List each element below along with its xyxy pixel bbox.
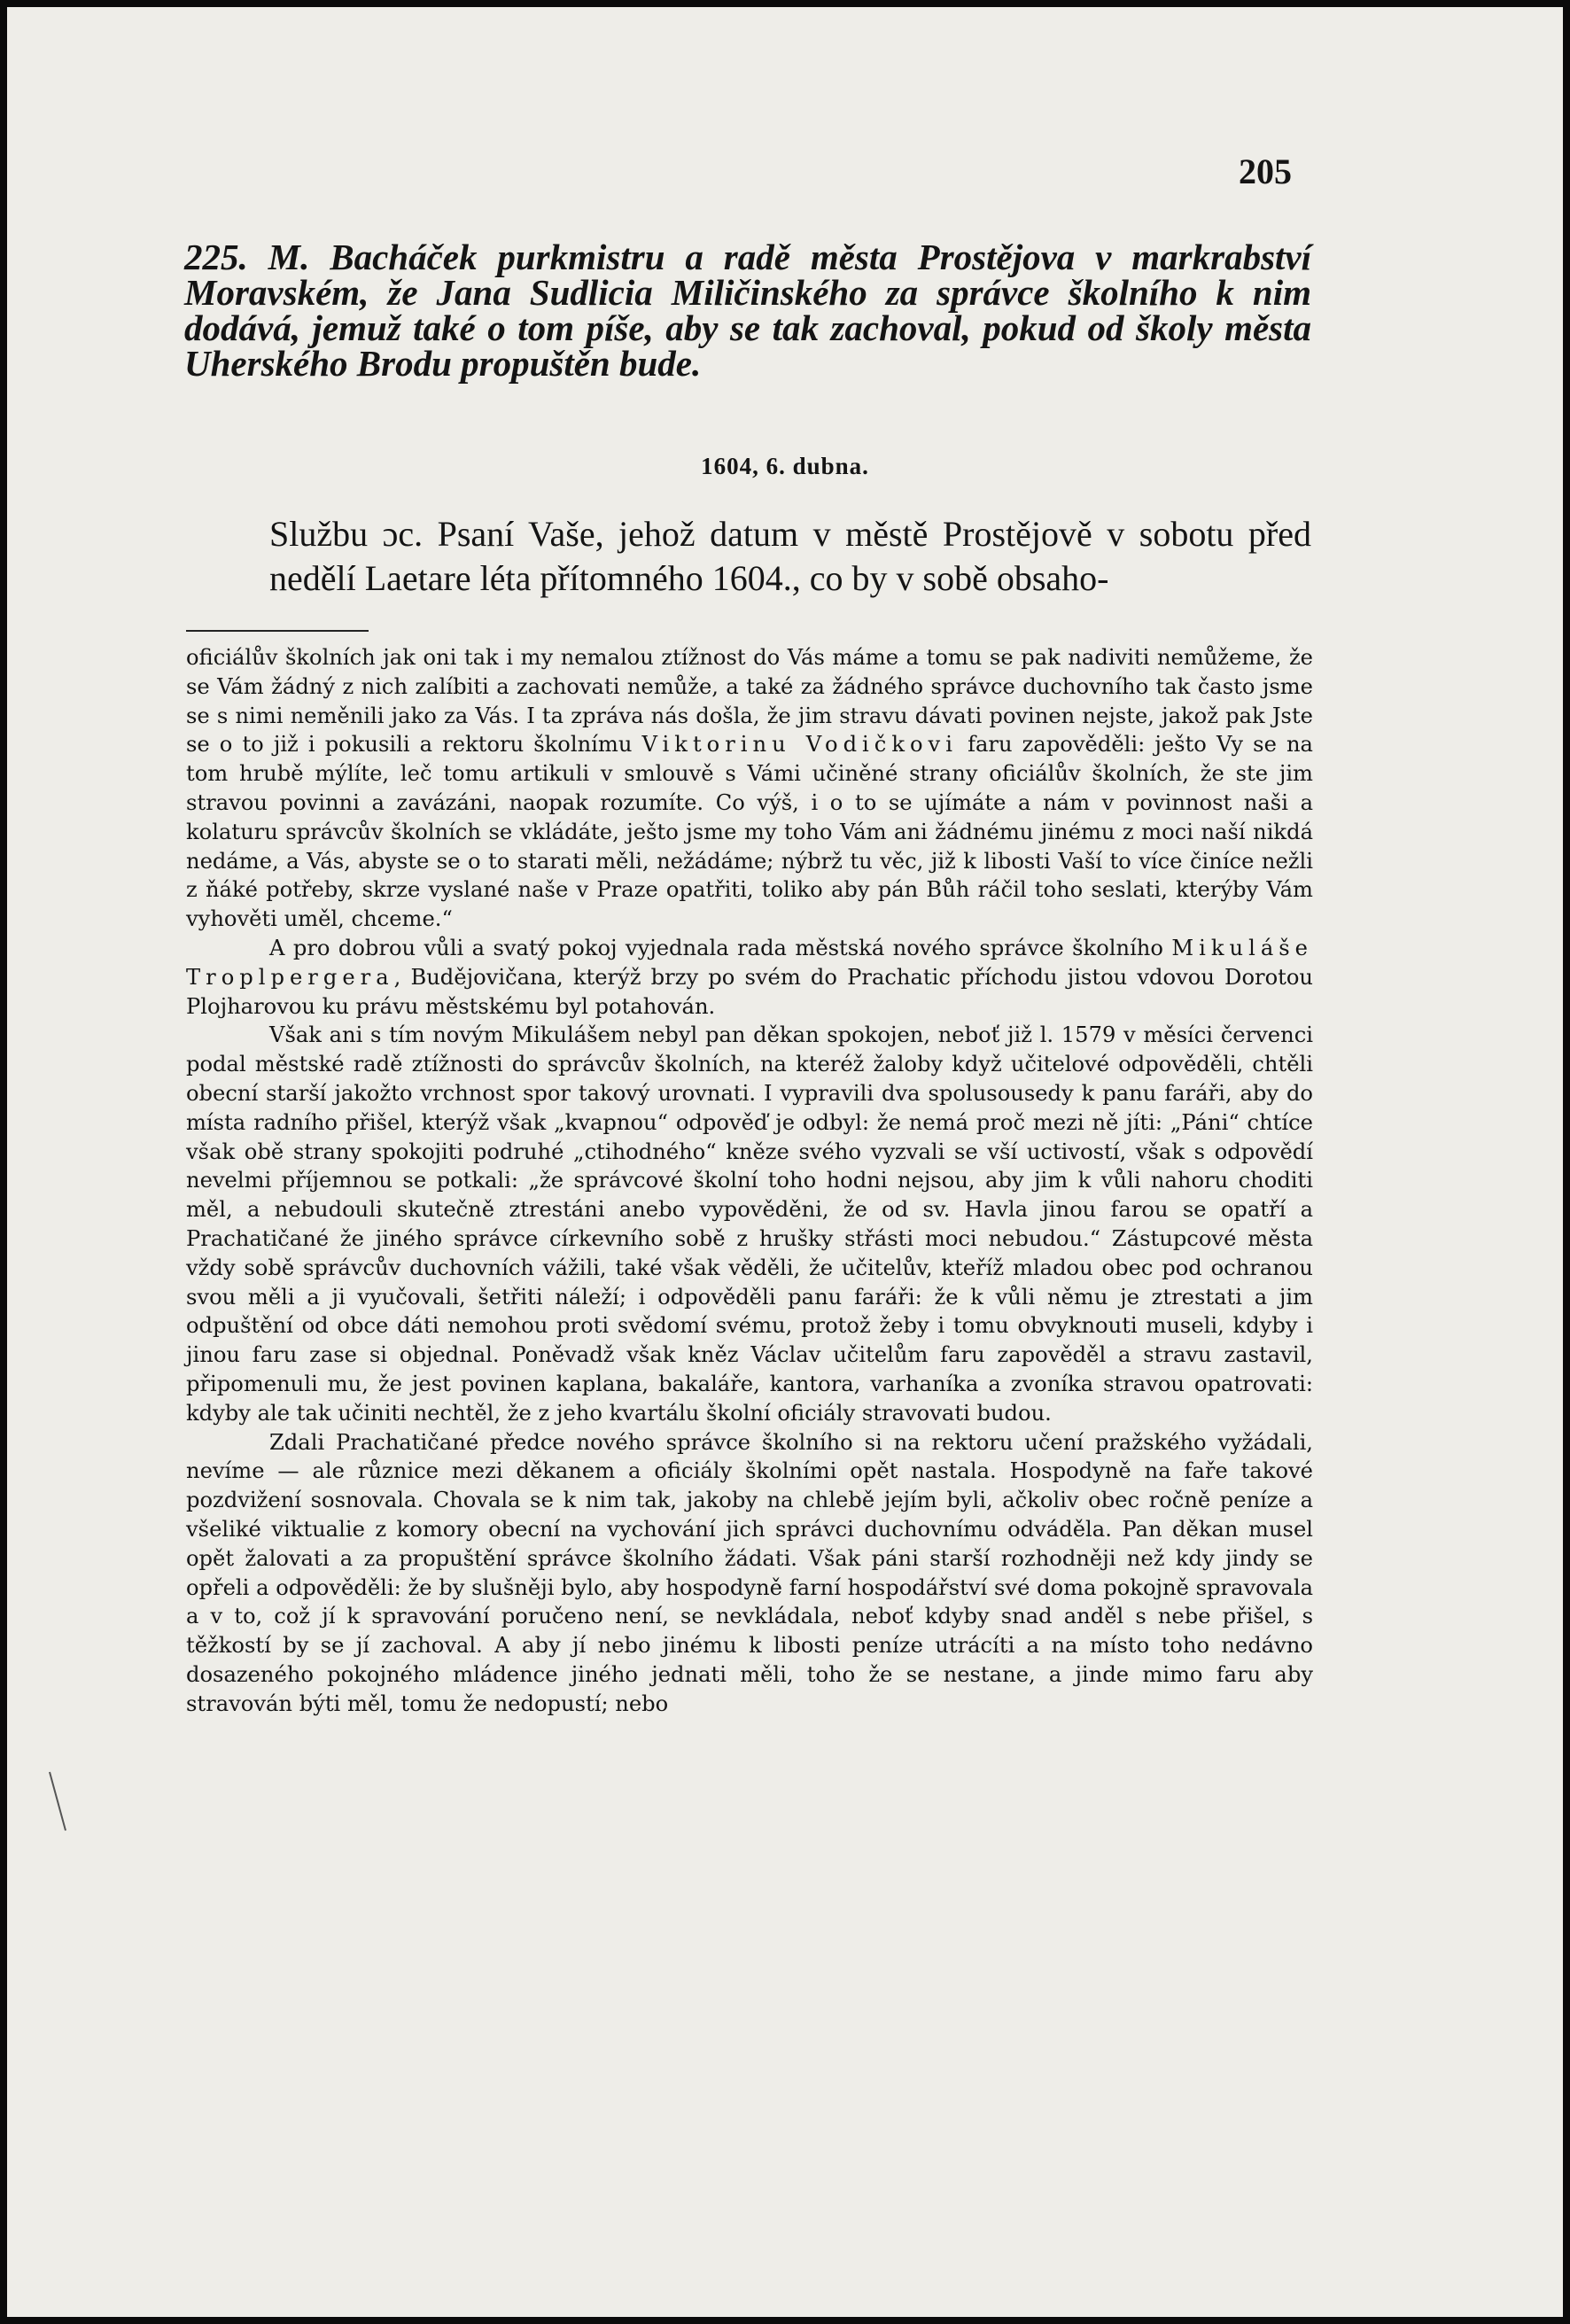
footnote-separator xyxy=(186,630,369,632)
document-date: 1604, 6. dubna. xyxy=(701,453,869,479)
footnote-text: oficiálův školních jak oni tak i my nemalou ztížnost do Vás máme a tomu se pak nadiviti nemůžeme, že se Vám žádný z nich zalíbiti a zachovati nemůže, a také za žádného správce duchovního tak často jsme se s nimi neměnili jako za Vás. I ta zpráva nás došla, že jim stravu dávati povinen nejste, jakož pak Jste se o to již i pokusili a rektoru školnímu xyxy=(186,645,1313,758)
footnote-paragraph xyxy=(186,643,1313,934)
footnote-name: Viktorinu Vodičkovi xyxy=(641,732,958,758)
document-number: 225. xyxy=(184,237,248,277)
footnote-paragraph: Zdali Prachatičané předce nového správce školního si na rektoru učení pražského vyžádali, nevíme — ale různice mezi děkanem a oficiály školními opět nastala. Hospodyně na faře takové pozdvižení sosnovala. Chovala se k nim tak, jakoby na chlebě jejím byli, ačkoliv obec ročně peníze a všeliké viktualie z komory obecní na vychování jich správci duchovnímu odváděla. Pan děkan musel opět žalovati a za propuštění správce školního žádati. Však páni starší rozhodněji než kdy jindy se opřeli a odpověděli: že by slušněji bylo, aby hospodyně farní hospodářství své doma pokojně spravovala a v to, což jí k spravování poručeno není, se nevkládala, neboť kdyby snad anděl s nebe přišel, s těžkostí by se jí zachoval. A aby jí nebo jinému k libosti peníze utrácíti a na místo toho nedávno dosazeného pokojného mládence jiného jednati měli, toho že se nestane, a jinde mimo faru aby stravován býti měl, tomu že nedopustí; nebo xyxy=(186,1429,1313,1716)
page-number: 205 xyxy=(1239,152,1292,191)
margin-mark-icon xyxy=(48,1770,67,1832)
footnote-block xyxy=(186,643,1313,1718)
footnote-text: , Budějovičana, kterýž brzy po svém do Prachatic příchodu jistou vdovou Dorotou Plojharovou ku právu městskému byl potahován. xyxy=(186,964,1313,1019)
footnote-text: faru zapověděli: ješto Vy se na tom hrubě mýlíte, leč tomu artikuli v smlouvě s Vámi učiněné strany oficiálův školních, že ste jim stravou povinni a zavázáni, naopak rozumíte. Co výš, i o to se ujímáte a nám v povinnost naši a kolaturu správcův školních se vkládáte, ješto jsme my toho Vám ani žádnému jinému z moci naší nikdá nedáme, a Vás, abyste se o to starati měli, nežádáme; nýbrž tu věc, již k libosti Vaší to více činíce nežli z ňáké potřeby, skrze vyslané naše v Praze opatřiti, toliko aby pán Bůh ráčil toho seslati, kterýby Vám vyhověti uměl, chceme.“ xyxy=(186,732,1313,932)
footnote-paragraph: Však ani s tím novým Mikulášem nebyl pan děkan spokojen, neboť již l. 1579 v měsíci červenci podal městské radě ztížnosti do správcův školních, na kteréž žaloby když učitelové odpověděli, chtěli obecní starší jakožto vrchnost spor takový urovnati. I vypravili dva spolusousedy k panu faráři, aby do místa radního přišel, kterýž však „kvapnou“ odpověď je odbyl: že nemá proč mezi ně jíti: „Páni“ chtíce však obě strany spokojiti podruhé „ctihodného“ kněze svého vyzvali se vší uctivostí, však s odpovědí nevelmi příjemnou se potkali: „že správcové školní toho hodni nejsou, aby jim k vůli nahoru choditi měl, a nebudouli skutečně ztrestáni anebo vypověděni, že od sv. Havla jinou farou se opatří a Prachatičané že jiného správce církevního sobě z hrušky střásti moci nebudou.“ Zástupcové města vždy sobě správcův duchovních vážili, také však věděli, že učitelův, kteříž mladou obec pod ochranou svou měli a ji vyučovali, šetřiti náleží; i odpověděli panu faráři: že k vůli němu je ztrestati a jim odpuštění od obce dáti nemohou proti svědomí svému, protož žeby i tomu obvyknouti museli, kdyby i jinou faru zase si objednal. Poněvadž však kněz Václav učitelům faru zapověděl a stravu zastavil, připomenuli mu, že jest povinen kaplana, bakaláře, kantora, varhaníka a zvoníka stravou opatrovati: kdyby ale tak učiniti nechtěl, že z jeho kvartálu školní oficiály stravovati budou. xyxy=(186,1022,1313,1426)
document-heading xyxy=(184,237,1312,384)
footnote-name: Mikuláše Troplpergera xyxy=(186,935,1313,990)
footnote-paragraph xyxy=(186,934,1313,1021)
document-title: M. Bacháček purkmistru a radě města Prostějova v markrabství Moravském, že Jana Sudlicia Miličinského za správce školního k nim dodává, jemuž také o tom píše, aby se tak zachoval, pokud od školy města Uherského Brodu propuštěn bude. xyxy=(184,237,1312,384)
letter-body: Službu ɔc. Psaní Vaše, jehož datum v městě Prostějově v sobotu před nedělí Laetare léta přítomného 1604., co by v sobě obsaho- xyxy=(269,514,1311,598)
footnote-text: A pro dobrou vůli a svatý pokoj vyjednala rada městská nového správce školního xyxy=(269,935,1163,960)
document-page xyxy=(7,7,1563,2317)
